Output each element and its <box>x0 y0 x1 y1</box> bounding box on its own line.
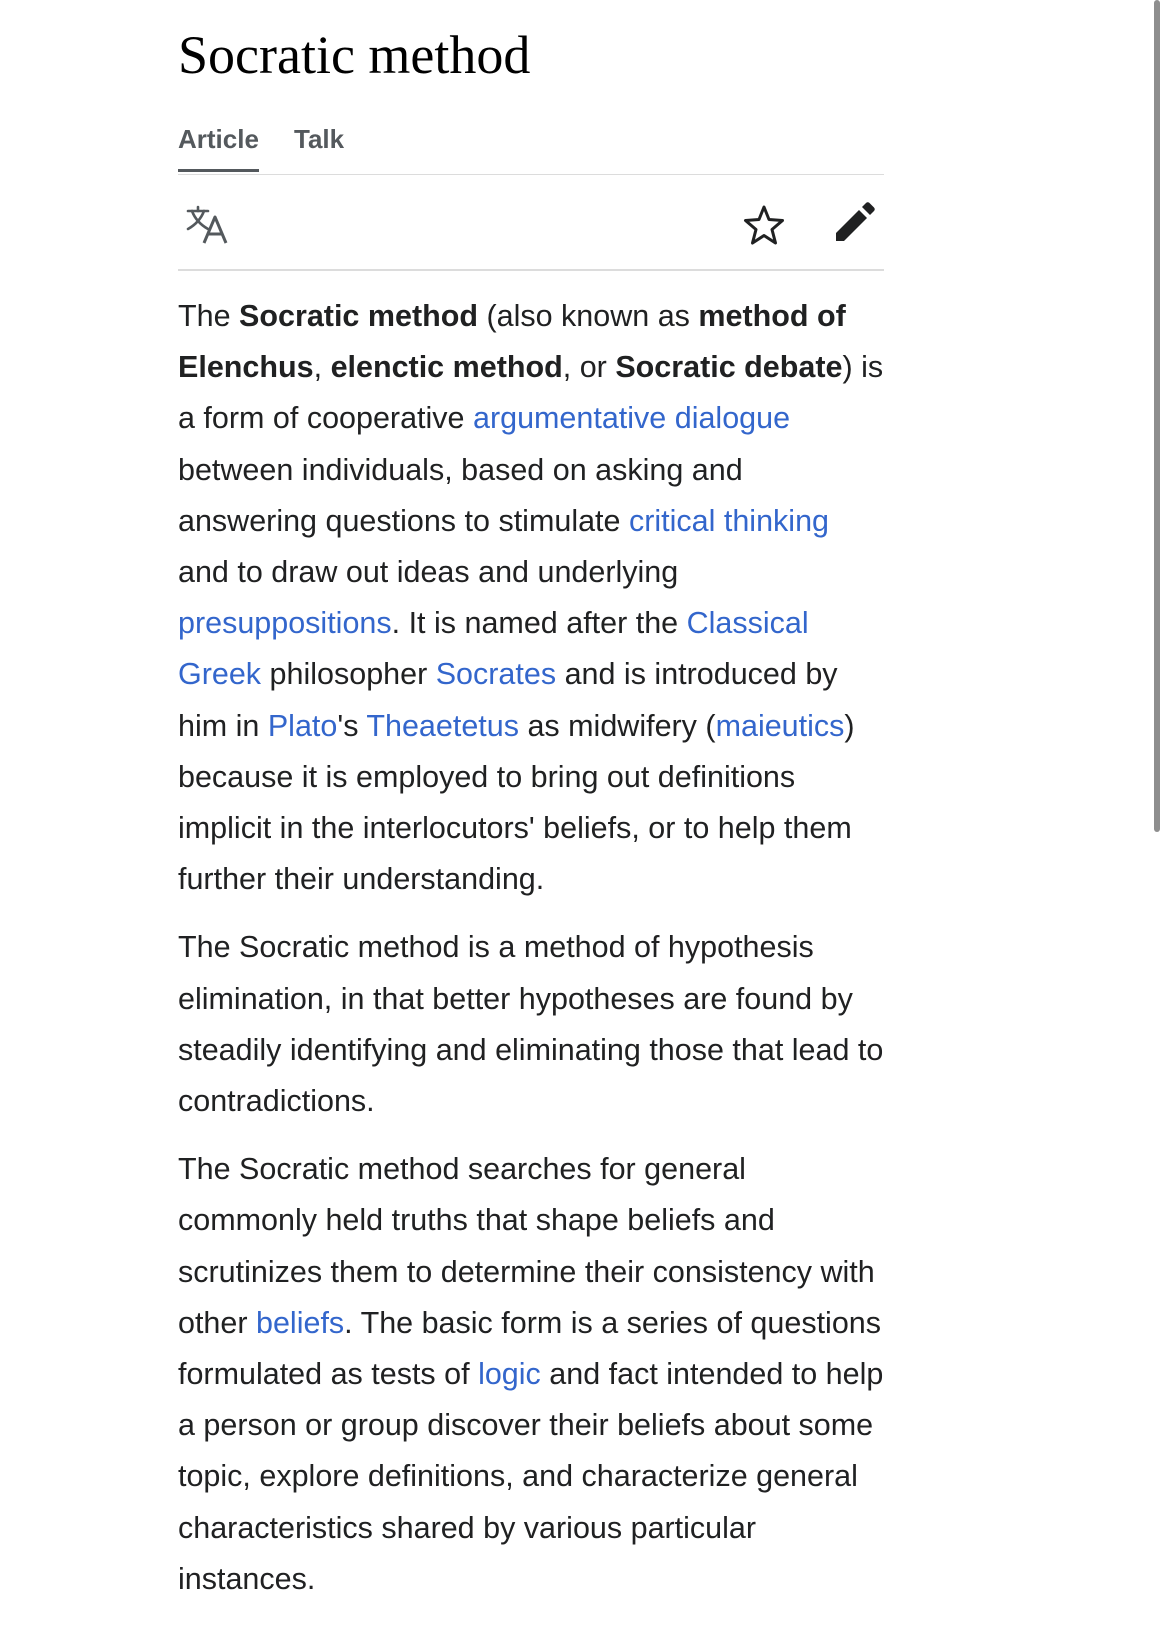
link-beliefs[interactable]: beliefs <box>256 1305 345 1340</box>
tab-talk[interactable]: Talk <box>294 124 345 154</box>
bold-term: Socratic method <box>239 299 478 333</box>
paragraph-intro <box>178 291 884 905</box>
paragraph-hypothesis <box>178 922 884 1127</box>
link-theaetetus[interactable]: Theaetetus <box>366 708 519 743</box>
link-maieutics[interactable]: maieutics <box>715 708 845 743</box>
translate-icon[interactable] <box>186 205 230 245</box>
link-argumentative-dialogue[interactable]: argumentative dialogue <box>472 401 791 436</box>
page-title: Socratic method <box>178 25 531 85</box>
watchlist-star-icon[interactable] <box>742 203 786 247</box>
text-run: The Socratic method is a method of hypothesis elimination, in that better hypotheses are found by steadily identifying and eliminating those that lead to contradictions. <box>178 930 884 1119</box>
text-run: , or <box>562 350 616 385</box>
text-run: and fact intended to help a person or group discover their beliefs about some topic, explore definitions, and characterize general characteristics shared by various particular instances. <box>178 1357 884 1596</box>
link-logic[interactable]: logic <box>478 1357 541 1392</box>
text-run: philosopher <box>261 657 436 692</box>
link-presuppositions[interactable]: presuppositions <box>178 606 392 641</box>
text-run: ) because it is employed to bring out definitions implicit in the interlocutors' beliefs, or to help them further their understanding. <box>178 708 855 897</box>
text-run: and to draw out ideas and underlying <box>178 555 679 590</box>
text-run: ) is a form of cooperative <box>178 350 884 436</box>
page-actions-toolbar <box>178 175 884 271</box>
text-run: (also known as <box>478 299 699 333</box>
bold-term: Socratic debate <box>615 350 843 385</box>
link-critical-thinking[interactable]: critical thinking <box>628 503 829 538</box>
bold-term: method of Elenchus <box>178 299 846 385</box>
text-run: as midwifery ( <box>518 708 716 743</box>
scrollbar[interactable] <box>1154 0 1160 832</box>
edit-pencil-icon[interactable] <box>832 201 876 245</box>
text-run: The Socratic method searches for general commonly held truths that shape beliefs and scrutinizes them to determine their consistency with other <box>178 1152 875 1340</box>
tab-bar <box>178 116 884 175</box>
text-run: The <box>178 299 240 333</box>
tab-article[interactable]: Article <box>178 124 259 172</box>
link-plato[interactable]: Plato <box>267 708 338 743</box>
text-run: and is introduced by him in <box>178 657 838 743</box>
text-run: 's <box>337 708 367 743</box>
bold-term: elenctic method <box>330 350 563 385</box>
paragraph-general-truths <box>178 1144 884 1605</box>
text-run: . It is named after the <box>391 606 687 641</box>
text-run: . The basic form is a series of questions formulated as tests of <box>178 1305 881 1392</box>
text-run: between individuals, based on asking and answering questions to stimulate <box>178 452 743 538</box>
link-classical-greek[interactable]: Classical Greek <box>178 606 809 692</box>
link-socrates[interactable]: Socrates <box>435 657 557 692</box>
article-body <box>178 291 884 1622</box>
text-run: , <box>313 350 331 385</box>
